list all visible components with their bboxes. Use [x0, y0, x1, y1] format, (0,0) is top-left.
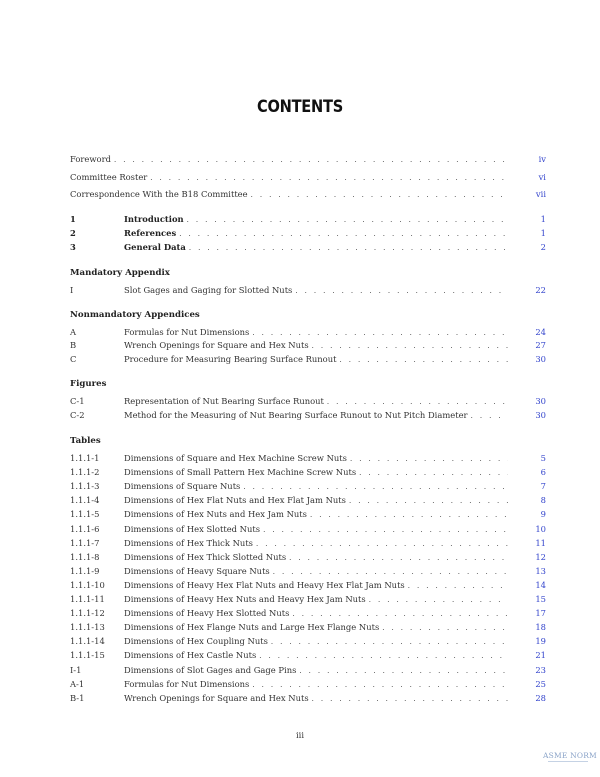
toc-entry-table[interactable] — [70, 551, 546, 564]
toc-label: Dimensions of Heavy Hex Nuts and Heavy Hex Jam Nuts — [124, 594, 366, 604]
dot-leader — [408, 580, 508, 593]
toc-label: References — [124, 228, 177, 238]
dot-leader — [299, 665, 508, 678]
toc-label: Dimensions of Square and Hex Machine Screw Nuts — [124, 453, 347, 463]
dot-leader — [471, 410, 508, 423]
toc-label: Dimensions of Hex Coupling Nuts — [124, 636, 268, 647]
toc-number: 1.1.1-5 — [70, 509, 100, 520]
toc-label: Wrench Openings for Square and Hex Nuts — [124, 340, 309, 350]
toc-entry-section[interactable] — [70, 213, 546, 226]
page-link[interactable]: 12 — [535, 551, 546, 562]
dot-leader — [256, 538, 508, 551]
toc-number: 1.1.1-2 — [70, 467, 100, 478]
toc-number: 1.1.1-4 — [70, 495, 100, 506]
toc-number: I-1 — [70, 664, 82, 675]
page-link[interactable]: 5 — [540, 453, 546, 463]
toc-number: B-1 — [70, 692, 85, 703]
toc-number: C-2 — [70, 410, 85, 420]
toc-entry-table[interactable] — [70, 494, 546, 507]
toc-label: General Data — [124, 242, 186, 252]
page-link[interactable]: 28 — [535, 692, 546, 703]
toc-entry-table[interactable] — [70, 466, 546, 479]
toc-entry-table[interactable] — [70, 452, 546, 465]
page-link[interactable]: 2 — [540, 242, 546, 252]
toc-label: Dimensions of Heavy Hex Slotted Nuts — [124, 608, 290, 619]
dot-leader — [350, 453, 508, 466]
dot-leader — [339, 354, 508, 367]
toc-number: 1.1.1-7 — [70, 537, 100, 548]
toc-number: 1.1.1-6 — [70, 523, 100, 534]
toc-entry-section[interactable] — [70, 241, 546, 254]
toc-entry-table[interactable] — [70, 579, 546, 592]
toc-label: Dimensions of Square Nuts — [124, 481, 241, 492]
toc-label: Dimensions of Hex Flange Nuts and Large Hex Flange Nuts — [124, 622, 380, 633]
toc-entry-table[interactable] — [70, 607, 546, 620]
toc-number: 1.1.1-3 — [70, 481, 100, 492]
toc-label: Introduction — [124, 214, 184, 224]
dot-leader — [295, 285, 508, 298]
toc-number: 1.1.1-10 — [70, 579, 105, 590]
watermark-underline — [548, 761, 588, 764]
toc-number: A-1 — [70, 678, 85, 689]
page-link[interactable]: 14 — [535, 579, 546, 590]
toc-label: Dimensions of Hex Slotted Nuts — [124, 523, 261, 534]
toc-entry-table[interactable] — [70, 523, 546, 536]
toc-number: 1.1.1-11 — [70, 594, 105, 604]
dot-leader — [179, 228, 508, 241]
toc-number: 1.1.1-12 — [70, 608, 105, 619]
page-link[interactable]: 21 — [535, 650, 546, 661]
dot-leader — [243, 481, 508, 494]
toc-label: Method for the Measuring of Nut Bearing Surface Runout to Nut Pitch Diameter — [124, 410, 468, 420]
toc-label: Dimensions of Hex Castle Nuts — [124, 650, 257, 661]
dot-leader — [252, 679, 508, 692]
dot-leader — [114, 154, 508, 167]
page-link[interactable]: 1 — [540, 214, 546, 224]
toc-label: Dimensions of Hex Thick Slotted Nuts — [124, 551, 287, 562]
page-link[interactable]: 6 — [540, 467, 546, 478]
page-link[interactable]: 30 — [535, 354, 546, 364]
toc-entry-committee-roster[interactable] — [70, 171, 546, 184]
dot-leader — [263, 524, 508, 537]
page-link[interactable]: iv — [538, 154, 546, 164]
dot-leader — [359, 467, 508, 480]
page-link[interactable]: 19 — [535, 636, 546, 647]
dot-leader — [349, 495, 508, 508]
toc-number: I — [70, 285, 74, 295]
dot-leader — [327, 396, 508, 409]
toc-number: 1 — [70, 214, 76, 224]
dot-leader — [312, 693, 508, 706]
toc-label: Dimensions of Hex Nuts and Hex Jam Nuts — [124, 509, 307, 520]
page-link[interactable]: 22 — [535, 285, 546, 295]
toc-entry-table[interactable] — [70, 593, 546, 606]
toc-entry-section[interactable] — [70, 227, 546, 240]
toc-label: Foreword — [70, 154, 111, 164]
toc-number: C-1 — [70, 396, 85, 406]
toc-number: 3 — [70, 242, 76, 252]
toc-entry-foreword[interactable] — [70, 153, 546, 166]
toc-number: C — [70, 354, 77, 364]
toc-number: 1.1.1-14 — [70, 636, 105, 647]
toc-label: Procedure for Measuring Bearing Surface Runout — [124, 354, 337, 364]
page-link[interactable]: 30 — [535, 396, 546, 406]
toc-label: Dimensions of Small Pattern Hex Machine Screw Nuts — [124, 467, 357, 478]
toc-entry-appendix[interactable] — [70, 284, 546, 297]
toc-entry-figure[interactable] — [70, 409, 546, 422]
toc-number: 1.1.1-9 — [70, 565, 100, 576]
page-link[interactable]: 1 — [540, 228, 546, 238]
page-link[interactable]: 30 — [535, 410, 546, 420]
page-link[interactable]: 10 — [535, 523, 546, 534]
toc-entry-table[interactable] — [70, 678, 546, 691]
page-link[interactable]: 15 — [535, 594, 546, 604]
toc-entry-correspondence[interactable] — [70, 188, 546, 201]
dot-leader — [289, 552, 508, 565]
dot-leader — [259, 650, 508, 663]
toc-number: 1.1.1-15 — [70, 650, 105, 661]
toc-label: Formulas for Nut Dimensions — [124, 678, 250, 689]
dot-leader — [273, 566, 508, 579]
page-link[interactable]: 13 — [535, 565, 546, 576]
page-link[interactable]: 11 — [535, 537, 546, 548]
page-link[interactable]: vii — [535, 189, 546, 199]
page-link[interactable]: 17 — [535, 608, 546, 619]
dot-leader — [187, 214, 508, 227]
page-title: CONTENTS — [256, 97, 344, 117]
toc-label: Committee Roster — [70, 172, 148, 182]
dot-leader — [150, 172, 508, 185]
toc-entry-table[interactable] — [70, 692, 546, 705]
page-link[interactable]: 24 — [535, 327, 546, 337]
toc-label: Dimensions of Heavy Hex Flat Nuts and Heavy Hex Flat Jam Nuts — [124, 579, 405, 590]
toc-entry-table[interactable] — [70, 565, 546, 578]
page-link[interactable]: 27 — [535, 340, 546, 350]
dot-leader — [271, 636, 508, 649]
watermark-logo: ASME NORM — [543, 751, 597, 760]
toc-entry-table[interactable] — [70, 508, 546, 521]
toc-label: Dimensions of Hex Flat Nuts and Hex Flat Jam Nuts — [124, 495, 346, 506]
page-link[interactable]: vi — [538, 172, 546, 182]
toc-number: A — [70, 327, 77, 337]
dot-leader — [369, 594, 508, 607]
dot-leader — [382, 622, 508, 635]
page-number: iii — [295, 730, 305, 740]
toc-entry-table[interactable] — [70, 635, 546, 648]
page-link[interactable]: 8 — [540, 495, 546, 506]
section-heading-tables: Tables — [70, 436, 101, 446]
toc-entry-table[interactable] — [70, 664, 546, 677]
toc-number: 1.1.1-8 — [70, 551, 100, 562]
toc-label: Correspondence With the B18 Committee — [70, 189, 248, 199]
toc-label: Dimensions of Heavy Square Nuts — [124, 565, 270, 576]
toc-entry-table[interactable] — [70, 649, 546, 662]
page-link[interactable]: 18 — [535, 622, 546, 633]
toc-entry-figure[interactable] — [70, 395, 546, 408]
dot-leader — [292, 608, 508, 621]
page-link[interactable]: 7 — [540, 481, 546, 492]
toc-entry-appendix[interactable] — [70, 339, 546, 352]
section-heading-mandatory-appendix: Mandatory Appendix — [70, 268, 170, 278]
toc-label: Wrench Openings for Square and Hex Nuts — [124, 692, 309, 703]
toc-label: Formulas for Nut Dimensions — [124, 327, 250, 337]
page-link[interactable]: 23 — [535, 664, 546, 675]
toc-label: Dimensions of Slot Gages and Gage Pins — [124, 664, 297, 675]
toc-number: 1.1.1-13 — [70, 622, 105, 633]
toc-entry-appendix[interactable] — [70, 353, 546, 366]
page-link[interactable]: 9 — [540, 509, 546, 520]
toc-entry-table[interactable] — [70, 621, 546, 634]
toc-number: B — [70, 340, 77, 350]
toc-entry-appendix[interactable] — [70, 326, 546, 339]
toc-label: Representation of Nut Bearing Surface Runout — [124, 396, 324, 406]
page-link[interactable]: 25 — [535, 678, 546, 689]
dot-leader — [310, 509, 508, 522]
toc-label: Slot Gages and Gaging for Slotted Nuts — [124, 285, 293, 295]
toc-label: Dimensions of Hex Thick Nuts — [124, 537, 253, 548]
dot-leader — [189, 242, 508, 255]
section-heading-figures: Figures — [70, 379, 107, 389]
dot-leader — [312, 340, 508, 353]
toc-entry-table[interactable] — [70, 537, 546, 550]
toc-number: 2 — [70, 228, 76, 238]
toc-number: 1.1.1-1 — [70, 453, 100, 463]
toc-entry-table[interactable] — [70, 480, 546, 493]
dot-leader — [251, 189, 508, 202]
section-heading-nonmandatory-appendices: Nonmandatory Appendices — [70, 310, 200, 320]
